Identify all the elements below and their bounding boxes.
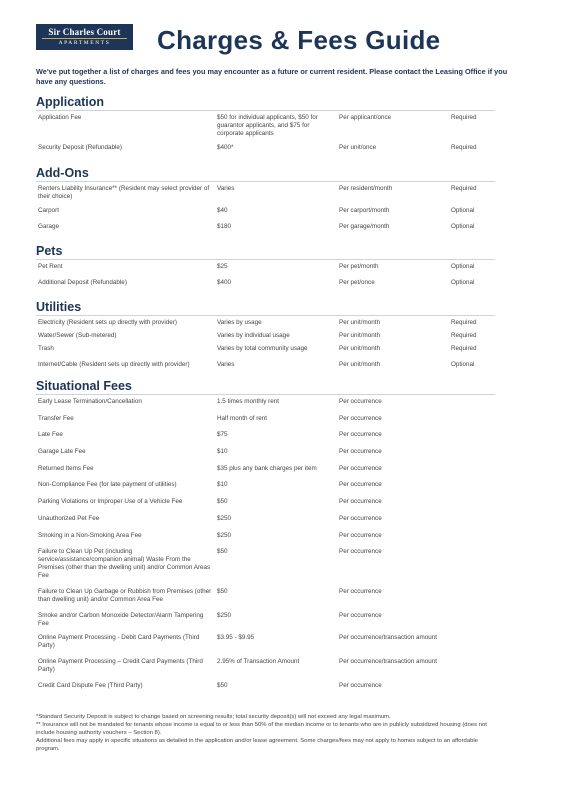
footnote: ** Insurance will not be mandated for tenants whose income is equal to or less than 50% of the median income or to tenants who are in publicly subsidized housing (does not include housing authority vouchers – Section 8). [36,721,487,736]
fee-amount: Varies by individual usage [217,332,290,339]
footnote: Additional fees may apply in specific situations as detailed in the application and/or lease agreement. Some charges/fees may not apply to homes subject to an affordable program. [36,737,478,752]
fee-item: Returned Items Fee [38,464,94,472]
fee-frequency: Per garage/month [339,223,390,230]
section-title: Situational Fees [36,379,132,393]
logo-subtitle: APARTMENTS [58,40,111,46]
fee-item: Online Payment Processing - Debit Card Payments (Third Party) [38,634,200,650]
fee-frequency: Per occurrence [339,531,382,539]
fee-status: Required [451,185,477,192]
fee-amount: $50 [217,498,228,506]
fee-amount: $250 [217,514,232,522]
fee-frequency: Per unit/month [339,332,380,339]
fee-status: Optional [451,361,475,368]
fee-frequency: Per pet/once [339,279,375,286]
fee-frequency: Per occurrence [339,431,382,439]
fee-amount: $3.95 - $9.95 [217,634,255,642]
section-divider [36,259,495,260]
fee-amount: $250 [217,612,232,620]
fee-frequency: Per resident/month [339,185,393,192]
fee-row [36,319,495,332]
fee-frequency: Per occurrence [339,682,382,690]
fee-amount: $25 [217,263,228,270]
fee-frequency: Per occurrence [339,498,382,506]
fee-status: Required [451,332,477,339]
fee-row [36,332,495,345]
fee-status: Optional [451,263,475,270]
fee-row [36,361,495,374]
section-title: Add-Ons [36,166,89,180]
fee-frequency: Per occurrence [339,448,382,456]
fee-item: Carport [38,207,59,214]
fee-row [36,345,495,361]
fee-amount: $35 plus any bank charges per item [217,464,317,472]
fee-amount: 2.95% of Transaction Amount [217,658,300,666]
section-divider [36,110,495,111]
fee-amount: 1.5 times monthly rent [217,398,279,405]
section-title: Utilities [36,300,82,314]
fee-item: Non-Compliance Fee (for late payment of utilities) [38,481,177,489]
fee-amount: $10 [217,448,228,456]
logo-name: Sir Charles Court [48,27,121,37]
fee-amount: $75 [217,431,228,439]
fee-row [36,223,495,239]
fee-row [36,398,495,415]
fee-status: Optional [451,223,475,230]
section [36,165,495,239]
fee-row [36,263,495,279]
section-title: Application [36,95,105,109]
fee-frequency: Per occurrence [339,464,382,472]
fee-frequency: Per unit/month [339,345,380,352]
fee-frequency: Per occurrence [339,612,382,620]
fee-frequency: Per occurrence/transaction amount [339,634,438,642]
section [36,378,495,696]
fee-item: Garage [38,223,60,230]
fee-frequency: Per unit/once [339,144,377,151]
fee-row [36,682,495,696]
fee-frequency: Per applicant/once [339,114,392,121]
fee-amount: Varies [217,361,235,368]
fee-row [36,279,495,295]
section-divider [36,315,495,316]
section [36,243,495,295]
fee-amount: $50 [217,588,228,596]
fee-row [36,658,495,682]
fee-item: Parking Violations or Improper Use of a Vehicle Fee [38,498,183,506]
fee-frequency: Per unit/month [339,361,380,368]
fee-row [36,185,495,207]
fee-item: Smoking in a Non-Smoking Area Fee [38,531,142,539]
fees-document [36,94,495,696]
fee-row [36,431,495,448]
section-divider [36,181,495,182]
fee-item: Failure to Clean Up Pet (including service/assistance/companion animal) Waste From the Premises (other than the dwelling unit) and/or Common Areas Fee [38,548,211,580]
fee-row [36,415,495,432]
fee-frequency: Per unit/month [339,319,380,326]
fee-status: Required [451,345,477,352]
fee-amount: Varies [217,185,235,192]
fee-row [36,548,495,588]
fee-row [36,144,495,160]
fee-frequency: Per pet/month [339,263,379,270]
fee-amount: $40 [217,207,228,214]
fee-item: Early Lease Termination/Cancellation [38,398,142,405]
fee-item: Credit Card Dispute Fee (Third Party) [38,682,143,690]
footnote: *Standard Security Deposit is subject to change based on screening results; total security deposit(s) will not exceed any legal maximum. [36,714,391,720]
fee-item: Garage Late Fee [38,448,86,456]
fee-frequency: Per carport/month [339,207,390,214]
section-title: Pets [36,244,63,258]
section [36,94,495,160]
fee-status: Required [451,319,477,326]
fee-frequency: Per occurrence [339,398,382,405]
page-title: Charges & Fees Guide [157,25,441,55]
fee-frequency: Per occurrence [339,514,382,522]
fee-row [36,515,495,532]
fee-frequency: Per occurrence [339,548,382,556]
fee-frequency: Per occurrence/transaction amount [339,658,438,666]
footnotes [36,714,498,754]
fee-amount: Varies by total community usage [217,345,308,352]
fee-amount: $50 for individual applicants, $50 for guarantor applicants, and $75 for corporate applicants [217,114,318,137]
fee-item: Internet/Cable (Resident sets up directly with provider) [38,361,190,368]
fee-item: Electricity (Resident sets up directly with provider) [38,319,177,326]
logo [36,24,133,50]
fee-amount: $250 [217,531,232,539]
fee-amount: Half month of rent [217,414,268,422]
fee-row [36,114,495,144]
fee-frequency: Per occurrence [339,481,382,489]
fee-item: Security Deposit (Refundable) [38,144,122,151]
fee-item: Online Payment Processing – Credit Card Payments (Third Party) [38,658,203,674]
fee-item: Transfer Fee [38,414,74,422]
fee-item: Additional Deposit (Refundable) [38,279,127,286]
fee-amount: $180 [217,223,232,230]
fee-frequency: Per occurrence [339,588,382,596]
fee-row [36,481,495,498]
fee-item: Water/Sewer (Sub-metered) [38,332,117,339]
fee-item: Late Fee [38,431,63,439]
fee-amount: Varies by usage [217,319,262,326]
section [36,299,495,374]
fee-item: Unauthorized Pet Fee [38,514,100,522]
fee-row [36,448,495,465]
fee-item: Renters Liability Insurance** (Resident may select provider of their choice) [38,185,210,200]
fee-amount: $50 [217,682,228,690]
fee-status: Required [451,114,477,121]
fee-item: Failure to Clean Up Garbage or Rubbish from Premises (other than dwelling unit) and/or Common Area Fee [38,588,212,604]
fee-status: Optional [451,207,475,214]
fee-amount: $400* [217,144,234,151]
fee-row [36,207,495,223]
intro-text: We've put together a list of charges and fees you may encounter as a future or current resident. Please contact the Leasing Office if you have any questions. [36,67,508,86]
section-divider [36,394,495,395]
fee-row [36,588,495,612]
fee-status: Optional [451,279,475,286]
fee-row [36,532,495,549]
fee-row [36,498,495,515]
fee-item: Pet Rent [38,263,63,270]
fee-item: Application Fee [38,114,82,121]
fee-row [36,634,495,658]
fee-item: Smoke and/or Carbon Monoxide Detector/Alarm Tampering Fee [38,612,204,628]
fee-frequency: Per occurrence [339,414,382,422]
fee-item: Trash [38,345,54,352]
fee-amount: $50 [217,548,228,556]
fee-amount: $400 [217,279,232,286]
fee-row [36,612,495,634]
fee-row [36,465,495,482]
fee-amount: $10 [217,481,228,489]
fee-status: Required [451,144,477,151]
